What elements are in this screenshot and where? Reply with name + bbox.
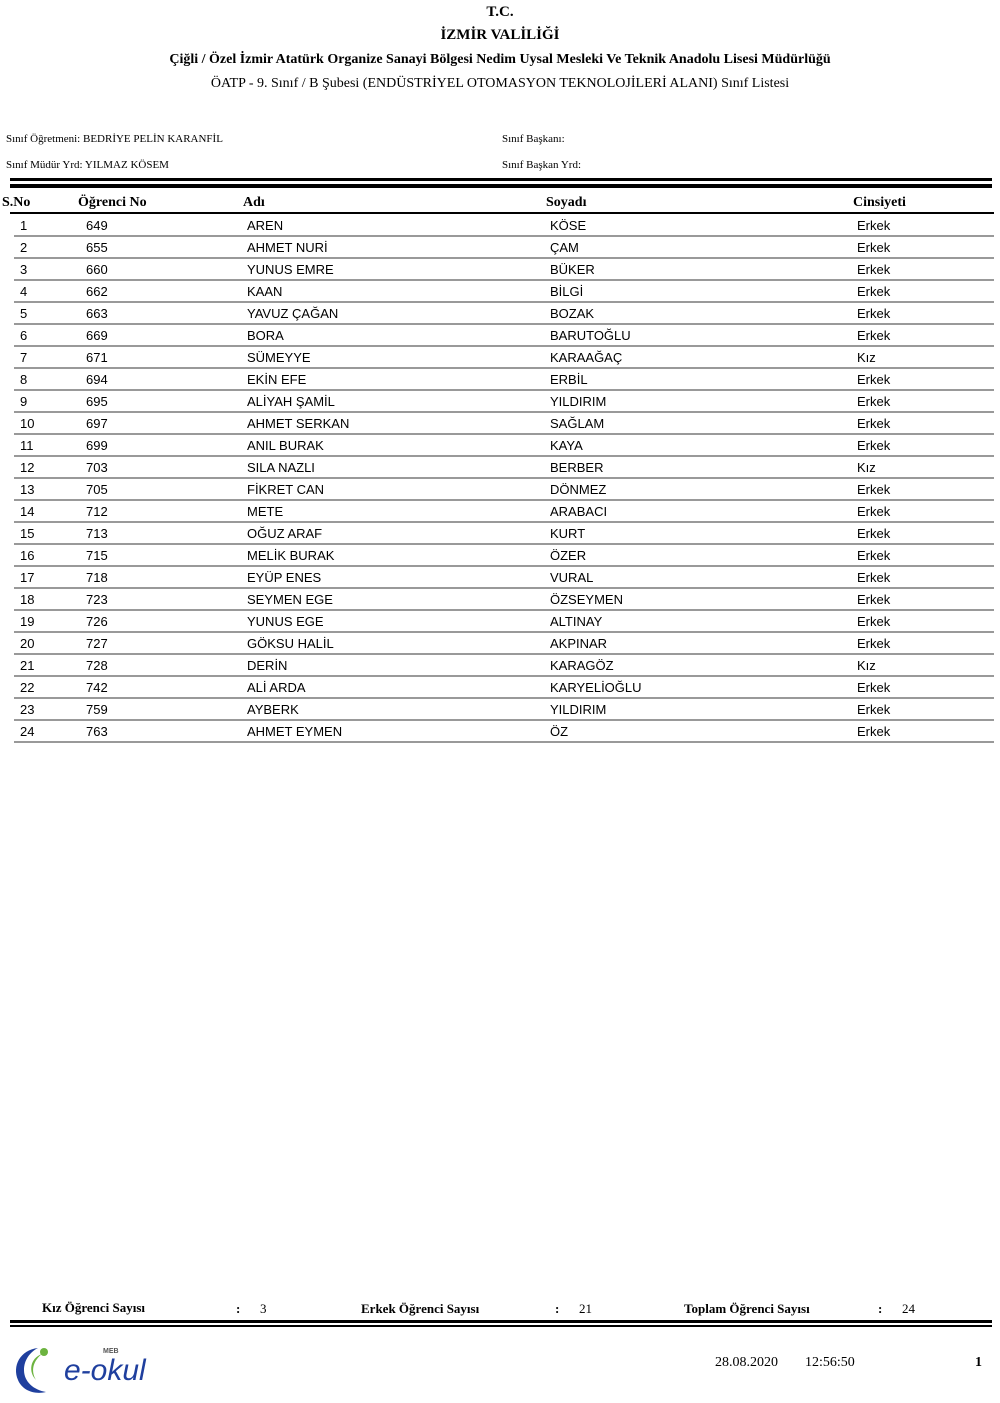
cell-sno: 13 [20, 482, 35, 497]
table-row [14, 369, 994, 391]
cell-student-no: 695 [86, 394, 108, 409]
header-rule-top [10, 178, 992, 181]
table-row [14, 721, 994, 743]
cell-student-no: 726 [86, 614, 108, 629]
table-row [14, 347, 994, 369]
cell-gender: Kız [857, 460, 876, 475]
cell-gender: Erkek [857, 328, 891, 343]
cell-surname: ÖZER [550, 548, 587, 563]
header-governorship: İZMİR VALİLİĞİ [440, 27, 560, 43]
cell-student-no: 715 [86, 548, 108, 563]
header-school-name: Çiğli / Özel İzmir Atatürk Organize Sanayi Bölgesi Nedim Uysal Mesleki Ve Teknik Anadolu Lisesi Müdürlüğü [169, 52, 831, 67]
cell-surname: KARAGÖZ [550, 658, 614, 673]
footer-rule-bottom [10, 1325, 992, 1327]
col-header-surname: Soyadı [546, 195, 587, 210]
cell-sno: 12 [20, 460, 35, 475]
cell-name: EYÜP ENES [247, 570, 322, 585]
header-tc: T.C. [486, 4, 514, 20]
print-date: 28.08.2020 [715, 1355, 778, 1370]
cell-gender: Erkek [857, 680, 891, 695]
cell-name: KAAN [247, 284, 283, 299]
cell-name: YAVUZ ÇAĞAN [247, 306, 339, 321]
cell-name: SÜMEYYE [247, 350, 311, 365]
cell-name: FİKRET CAN [247, 482, 325, 497]
cell-surname: BİLGİ [550, 284, 584, 299]
cell-sno: 23 [20, 702, 35, 717]
girls-count-label: Kız Öğrenci Sayısı [42, 1300, 146, 1315]
cell-surname: KARAAĞAÇ [550, 350, 623, 365]
cell-sno: 3 [20, 262, 28, 277]
col-header-name: Adı [243, 195, 265, 210]
table-row [14, 501, 994, 523]
cell-student-no: 655 [86, 240, 108, 255]
cell-surname: ÖZ [550, 724, 569, 739]
cell-name: AHMET SERKAN [247, 416, 350, 431]
cell-gender: Erkek [857, 636, 891, 651]
cell-sno: 10 [20, 416, 35, 431]
cell-student-no: 703 [86, 460, 108, 475]
class-vice-principal: Sınıf Müdür Yrd: YILMAZ KÖSEM [6, 159, 169, 171]
footer-rule-top [10, 1320, 992, 1323]
table-row [14, 413, 994, 435]
table-row [14, 567, 994, 589]
cell-student-no: 705 [86, 482, 108, 497]
cell-sno: 4 [20, 284, 28, 299]
cell-sno: 1 [20, 218, 28, 233]
cell-student-no: 660 [86, 262, 108, 277]
cell-sno: 9 [20, 394, 28, 409]
col-header-gender: Cinsiyeti [853, 195, 906, 210]
cell-gender: Erkek [857, 482, 891, 497]
page-number: 1 [975, 1355, 982, 1370]
cell-surname: KARYELİOĞLU [550, 680, 642, 695]
cell-gender: Erkek [857, 394, 891, 409]
cell-sno: 17 [20, 570, 35, 585]
cell-surname: DÖNMEZ [550, 482, 607, 497]
logo-eokul-text: e-okul [64, 1354, 146, 1387]
girls-count-value: 3 [260, 1301, 267, 1316]
e-okul-logo [8, 1340, 158, 1398]
table-row [14, 391, 994, 413]
cell-surname: ÖZSEYMEN [550, 592, 623, 607]
cell-name: METE [247, 504, 284, 519]
table-row [14, 237, 994, 259]
cell-sno: 22 [20, 680, 35, 695]
cell-student-no: 699 [86, 438, 108, 453]
boys-count-colon: : [555, 1301, 560, 1316]
cell-name: AYBERK [247, 702, 299, 717]
cell-sno: 7 [20, 350, 28, 365]
cell-name: GÖKSU HALİL [247, 636, 334, 651]
cell-surname: VURAL [550, 570, 594, 585]
cell-gender: Erkek [857, 438, 891, 453]
total-count-value: 24 [902, 1301, 915, 1316]
cell-gender: Kız [857, 658, 876, 673]
cell-student-no: 759 [86, 702, 108, 717]
cell-name: MELİK BURAK [247, 548, 335, 563]
cell-student-no: 712 [86, 504, 108, 519]
cell-student-no: 649 [86, 218, 108, 233]
cell-name: YUNUS EGE [247, 614, 324, 629]
cell-sno: 21 [20, 658, 35, 673]
cell-surname: ARABACI [550, 504, 608, 519]
cell-gender: Erkek [857, 416, 891, 431]
logo-dot [40, 1348, 48, 1356]
cell-name: BORA [247, 328, 284, 343]
cell-student-no: 697 [86, 416, 108, 431]
cell-surname: ALTINAY [550, 614, 603, 629]
table-row [14, 457, 994, 479]
cell-name: AHMET NURİ [247, 240, 328, 255]
logo-meb-text: MEB [103, 1348, 119, 1355]
cell-student-no: 669 [86, 328, 108, 343]
cell-sno: 16 [20, 548, 35, 563]
table-row [14, 655, 994, 677]
cell-surname: YILDIRIM [550, 702, 607, 717]
cell-gender: Erkek [857, 372, 891, 387]
table-row [14, 435, 994, 457]
cell-sno: 19 [20, 614, 35, 629]
logo-swoosh-green [31, 1354, 42, 1380]
girls-count-colon: : [236, 1301, 241, 1316]
cell-sno: 11 [20, 438, 34, 453]
student-table-body [14, 215, 994, 743]
cell-surname: KURT [550, 526, 586, 541]
class-teacher: Sınıf Öğretmeni: BEDRİYE PELİN KARANFİL [6, 133, 223, 145]
class-president: Sınıf Başkanı: [502, 133, 565, 145]
boys-count-label: Erkek Öğrenci Sayısı [361, 1301, 480, 1316]
cell-sno: 20 [20, 636, 35, 651]
table-row [14, 589, 994, 611]
table-row [14, 545, 994, 567]
cell-surname: KAYA [550, 438, 583, 453]
cell-name: SILA NAZLI [247, 460, 315, 475]
table-row [14, 633, 994, 655]
cell-gender: Erkek [857, 526, 891, 541]
cell-name: ANIL BURAK [247, 438, 324, 453]
cell-gender: Erkek [857, 614, 891, 629]
cell-gender: Erkek [857, 570, 891, 585]
cell-student-no: 662 [86, 284, 108, 299]
cell-student-no: 671 [86, 350, 108, 365]
header-rule-bottom [10, 184, 992, 188]
cell-student-no: 723 [86, 592, 108, 607]
cell-gender: Kız [857, 350, 876, 365]
table-row [14, 259, 994, 281]
col-header-student-no: Öğrenci No [78, 195, 147, 210]
col-header-sno: S.No [2, 195, 31, 210]
cell-student-no: 742 [86, 680, 108, 695]
cell-sno: 6 [20, 328, 28, 343]
table-row [14, 215, 994, 237]
cell-student-no: 763 [86, 724, 108, 739]
cell-gender: Erkek [857, 284, 891, 299]
cell-surname: ÇAM [550, 240, 579, 255]
cell-surname: BERBER [550, 460, 604, 475]
cell-student-no: 718 [86, 570, 108, 585]
table-row [14, 281, 994, 303]
cell-gender: Erkek [857, 702, 891, 717]
print-time: 12:56:50 [805, 1355, 855, 1370]
cell-surname: ERBİL [550, 372, 588, 387]
cell-name: YUNUS EMRE [247, 262, 334, 277]
cell-gender: Erkek [857, 306, 891, 321]
cell-sno: 5 [20, 306, 28, 321]
cell-name: EKİN EFE [247, 372, 307, 387]
cell-name: AHMET EYMEN [247, 724, 343, 739]
cell-name: SEYMEN EGE [247, 592, 333, 607]
cell-name: DERİN [247, 658, 288, 673]
cell-name: ALİYAH ŞAMİL [247, 394, 335, 409]
total-count-label: Toplam Öğrenci Sayısı [684, 1301, 810, 1316]
table-row [14, 699, 994, 721]
cell-surname: KÖSE [550, 218, 587, 233]
cell-sno: 2 [20, 240, 28, 255]
cell-student-no: 663 [86, 306, 108, 321]
cell-student-no: 713 [86, 526, 108, 541]
cell-name: OĞUZ ARAF [247, 526, 323, 541]
cell-surname: BARUTOĞLU [550, 328, 631, 343]
cell-name: AREN [247, 218, 284, 233]
boys-count-value: 21 [579, 1301, 592, 1316]
cell-gender: Erkek [857, 504, 891, 519]
table-row [14, 479, 994, 501]
table-row [14, 523, 994, 545]
header-class-title: ÖATP - 9. Sınıf / B Şubesi (ENDÜSTRİYEL OTOMASYON TEKNOLOJİLERİ ALANI) Sınıf Listesi [210, 76, 790, 91]
table-header-rule [10, 212, 994, 214]
cell-sno: 15 [20, 526, 35, 541]
cell-surname: YILDIRIM [550, 394, 607, 409]
cell-student-no: 694 [86, 372, 108, 387]
table-row [14, 677, 994, 699]
cell-gender: Erkek [857, 262, 891, 277]
class-vice-president: Sınıf Başkan Yrd: [502, 159, 582, 171]
cell-sno: 14 [20, 504, 35, 519]
cell-gender: Erkek [857, 724, 891, 739]
cell-student-no: 728 [86, 658, 108, 673]
cell-sno: 24 [20, 724, 35, 739]
cell-name: ALİ ARDA [247, 680, 306, 695]
cell-surname: BÜKER [550, 262, 595, 277]
cell-sno: 18 [20, 592, 35, 607]
cell-surname: SAĞLAM [550, 416, 605, 431]
cell-gender: Erkek [857, 592, 891, 607]
cell-sno: 8 [20, 372, 28, 387]
cell-gender: Erkek [857, 548, 891, 563]
total-count-colon: : [878, 1301, 883, 1316]
cell-gender: Erkek [857, 218, 891, 233]
table-row [14, 325, 994, 347]
table-row [14, 303, 994, 325]
cell-surname: BOZAK [550, 306, 595, 321]
cell-student-no: 727 [86, 636, 108, 651]
cell-gender: Erkek [857, 240, 891, 255]
table-row [14, 611, 994, 633]
cell-surname: AKPINAR [550, 636, 608, 651]
